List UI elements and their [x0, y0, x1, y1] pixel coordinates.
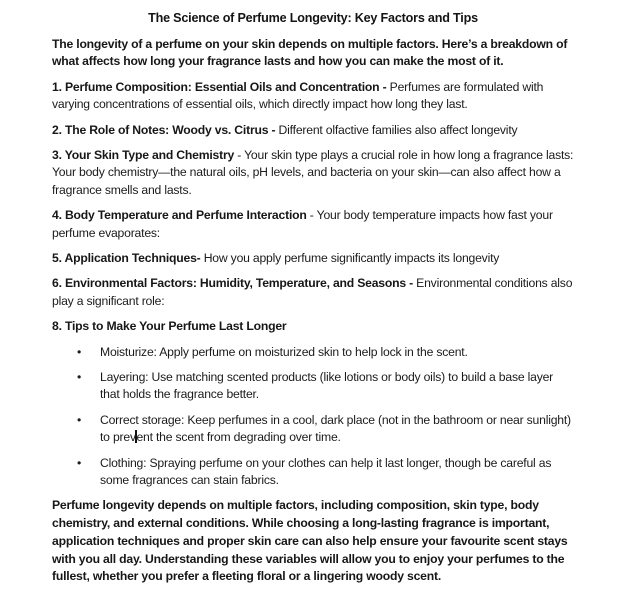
tip-storage-text-after-caret: ent the scent from degrading over time.	[136, 430, 341, 445]
factor-5-lead: 5. Application Techniques-	[52, 251, 201, 266]
factor-4-body: - Your body temperature impacts how fast your perfume evaporates:	[52, 208, 553, 241]
tip-item-correct-storage	[100, 412, 574, 447]
factor-paragraph-1	[52, 79, 574, 114]
tip-clothing-text: Clothing: Spraying perfume on your clothes can help it last longer, though be careful as some fragrances can stain fabrics.	[100, 455, 552, 488]
factor-1-lead: 1. Perfume Composition: Essential Oils and Concentration -	[52, 79, 387, 94]
tip-item-layering	[100, 369, 574, 404]
intro-paragraph: The longevity of a perfume on your skin depends on multiple factors. Here’s a breakdown of what affects how long your fragrance lasts and how you can make the most of it.	[52, 36, 568, 69]
tip-moisturize-text: Moisturize: Apply perfume on moisturized skin to help lock in the scent.	[100, 344, 468, 359]
factor-3-lead: 3. Your Skin Type and Chemistry	[52, 147, 235, 162]
factor-paragraph-3	[52, 147, 574, 200]
factor-paragraph-6	[52, 275, 574, 310]
tip-layering-text: Layering: Use matching scented products (like lotions or body oils) to build a base layer that holds the fragrance better.	[100, 369, 554, 402]
document-title: The Science of Perfume Longevity: Key Factors and Tips	[148, 11, 478, 25]
tip-item-moisturize	[100, 344, 574, 362]
factor-5-body: How you apply perfume significantly impacts its longevity	[200, 251, 500, 266]
factor-paragraph-2	[52, 122, 574, 140]
factor-1-body: Perfumes are formulated with varying concentrations of essential oils, which directly impact how long they last.	[52, 79, 544, 112]
factor-6-body: Environmental conditions also play a significant role:	[52, 276, 573, 309]
conclusion-paragraph: Perfume longevity depends on multiple factors, including composition, skin type, body chemistry, and external conditions. While choosing a long-lasting fragrance is important, application techniques and proper skin care can also help ensure your favourite scent stays with you all day. Understanding these variables will allow you to enjoy your perfumes to the fullest, whether you prefer a fleeting floral or a lingering woody scent.	[52, 498, 568, 584]
factor-2-lead: 2. The Role of Notes: Woody vs. Citrus -	[52, 122, 276, 137]
factor-6-lead: 6. Environmental Factors: Humidity, Temperature, and Seasons -	[52, 276, 413, 291]
tip-item-clothing	[100, 455, 574, 490]
factor-3-body: - Your skin type plays a crucial role in how long a fragrance lasts: Your body chemistry—the natural oils, pH levels, and bacteria on your skin—can also affect how a fragrance smells and lasts.	[52, 147, 574, 198]
tips-list	[52, 344, 574, 490]
tips-heading: 8. Tips to Make Your Perfume Last Longer	[52, 319, 287, 334]
factor-paragraph-5	[52, 250, 574, 268]
factor-paragraph-4	[52, 207, 574, 242]
factor-4-lead: 4. Body Temperature and Perfume Interaction	[52, 208, 307, 223]
factor-2-body: Different olfactive families also affect longevity	[275, 122, 518, 137]
tip-storage-text-before-caret: Correct storage: Keep perfumes in a cool, dark place (not in the bathroom or near sunlight) to prev	[100, 412, 571, 445]
